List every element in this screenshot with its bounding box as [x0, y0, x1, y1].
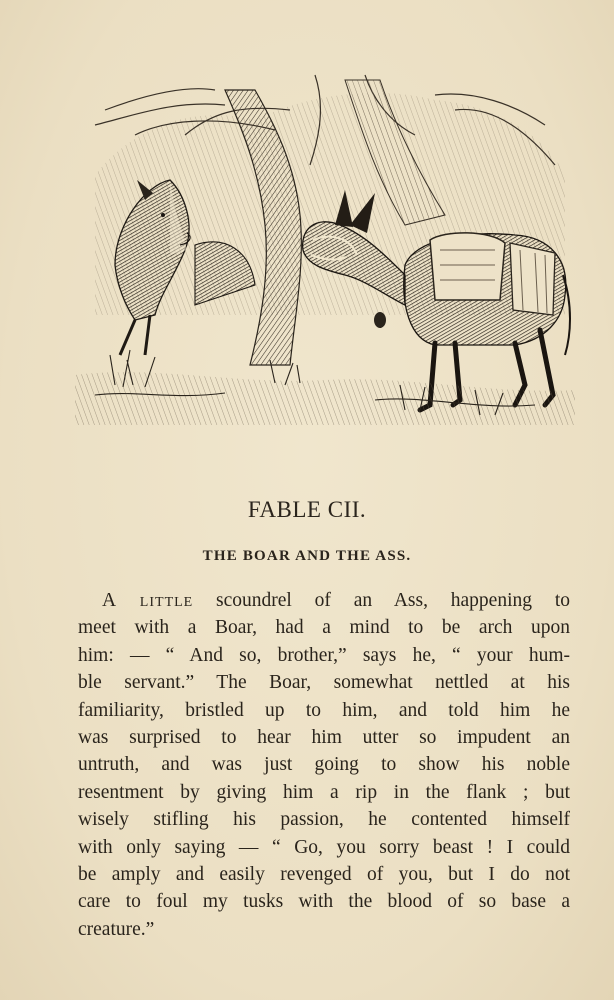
boar-and-ass-engraving: [75, 65, 575, 440]
text-line: resentment by giving him a rip in the flank ; but: [78, 781, 570, 803]
text-line: be amply and easily revenged of you, but I do not: [78, 863, 570, 885]
fable-number: FABLE CII.: [247, 497, 367, 522]
drop-lead-words: A little: [102, 590, 194, 611]
text-line: [78, 587, 570, 614]
text-line: care to foul my tusks with the blood of so base a: [78, 891, 570, 913]
fable-body-text: [78, 587, 570, 943]
text-line: familiarity, bristled up to him, and told him he: [78, 699, 570, 721]
text-line: was surprised to hear him utter so impudent an: [78, 726, 570, 748]
text-line: untruth, and was just going to show his noble: [78, 754, 570, 776]
text-line: him: — “ And so, brother,” says he, “ your hum-: [78, 644, 570, 666]
fable-illustration: [75, 65, 575, 440]
text-line: meet with a Boar, had a mind to be arch upon: [78, 617, 570, 639]
text-line: wisely stifling his passion, he contented himself: [78, 809, 570, 831]
text-line: ble servant.” The Boar, somewhat nettled at his: [78, 672, 570, 694]
text-line: creature.”: [78, 918, 155, 940]
text-line: with only saying — “ Go, you sorry beast ! I could: [78, 836, 570, 858]
text-line-rest: scoundrel of an Ass, happening to: [193, 590, 570, 611]
fable-title: THE BOAR AND THE ASS.: [202, 548, 412, 564]
